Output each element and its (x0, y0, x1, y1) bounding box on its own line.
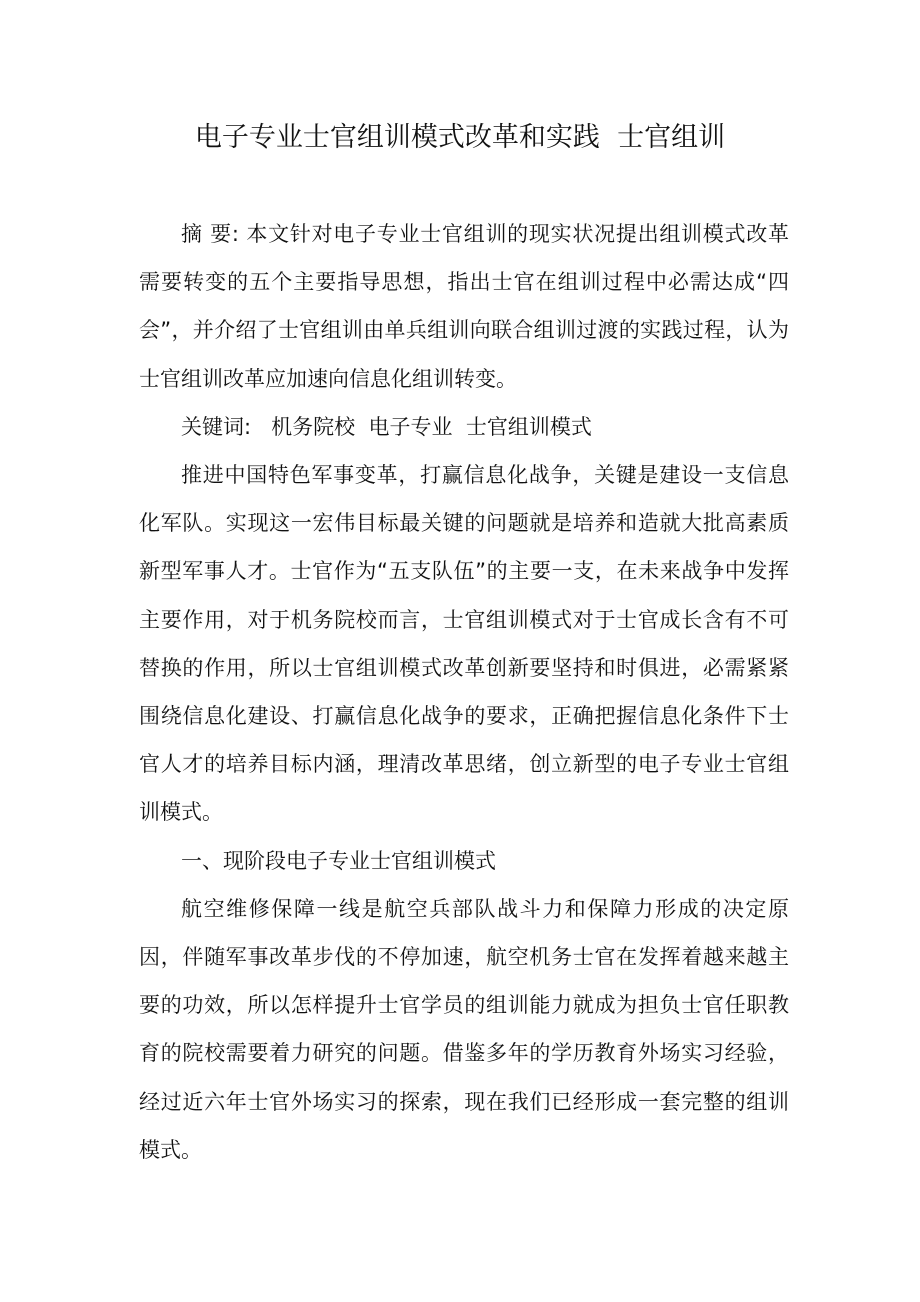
keyword-item: 电子专业 (368, 414, 453, 439)
keyword-item: 机务院校 (271, 414, 356, 439)
document-title: 电子专业士官组训模式改革和实践 士官组训 (194, 122, 726, 153)
keywords-paragraph (139, 403, 789, 451)
keywords-label: 关键词: (181, 414, 272, 439)
section-heading: 一、现阶段电子专业士官组训模式 (181, 848, 496, 873)
document-body (139, 210, 789, 1174)
abstract-text: 本文针对电子专业士官组训的现实状况提出组训模式改革需要转变的五个主要指导思想，指出士官在组训过程中必需达成“四会”，并介绍了士官组训由单兵组训向联合组训过渡的实践过程，认为士官组训改革应加速向信息化组训转变。 (139, 222, 789, 391)
abstract-label: 摘 要: (181, 222, 247, 246)
body-paragraph: 推进中国特色军事变革，打赢信息化战争，关键是建设一支信息化军队。实现这一宏伟目标最关键的问题就是培养和造就大批高素质新型军事人才。士官作为“五支队伍”的主要一支，在未来战争中发挥主要作用，对于机务院校而言，士官组训模式对于士官成长含有不可替换的作用，所以士官组训模式改革创新要坚持和时俱进，必需紧紧围绕信息化建设、打赢信息化战争的要求，正确把握信息化条件下士官人才的培养目标内涵，理清改革思绪，创立新型的电子专业士官组训模式。 (139, 463, 789, 825)
body-paragraph: 航空维修保障一线是航空兵部队战斗力和保障力形成的决定原因，伴随军事改革步伐的不停加速，航空机务士官在发挥着越来越主要的功效，所以怎样提升士官学员的组训能力就成为担负士官任职教育的院校需要着力研究的问题。借鉴多年的学历教育外场实习经验，经过近六年士官外场实习的探索，现在我们已经形成一套完整的组训模式。 (139, 896, 789, 1162)
abstract-paragraph (139, 210, 789, 403)
keyword-item: 士官组训模式 (465, 414, 592, 439)
